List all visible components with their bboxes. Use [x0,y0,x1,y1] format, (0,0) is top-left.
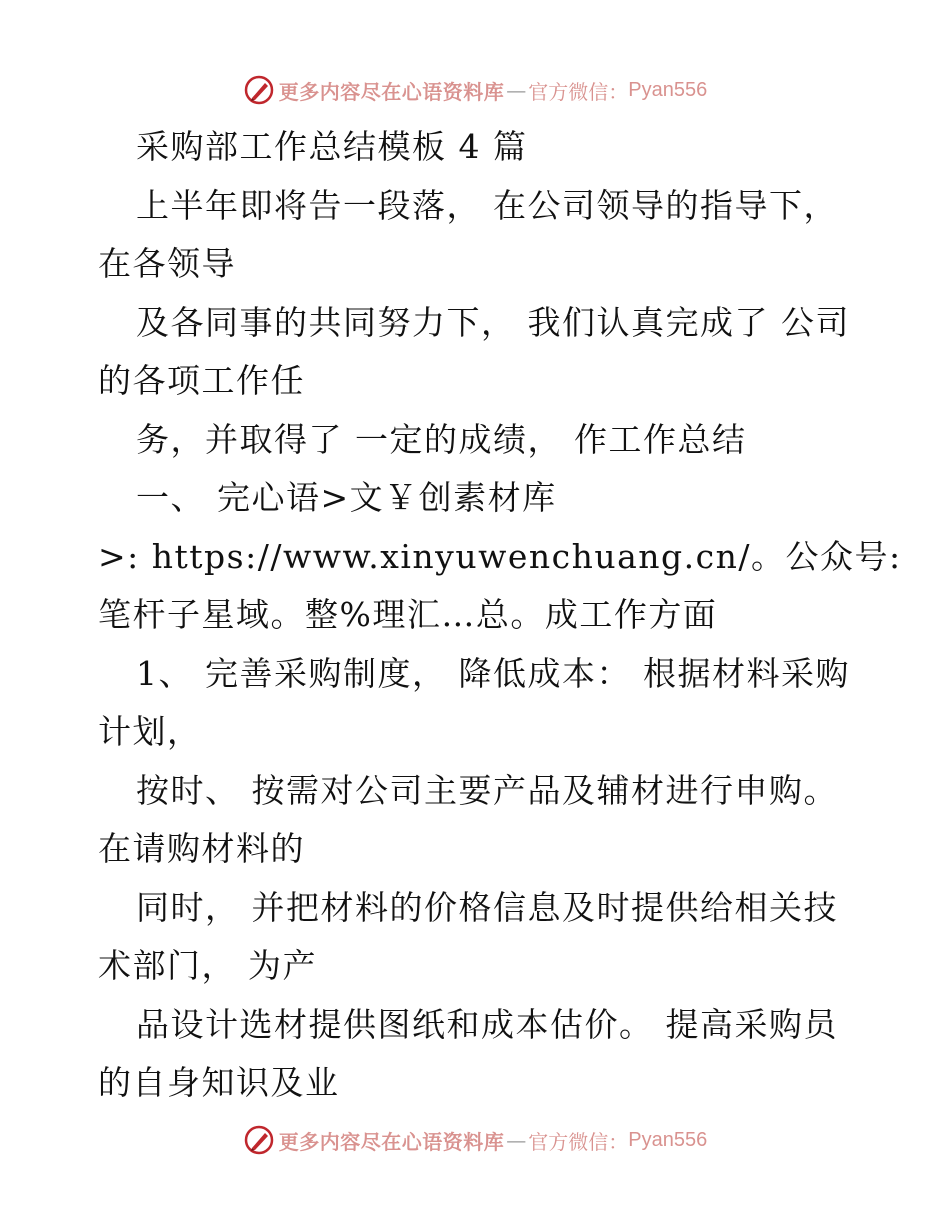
text-line: 及各同事的共同努力下， 我们认真完成了 公司 [136,302,850,342]
text-line: 同时， 并把材料的价格信息及时提供给相关技 [136,887,838,927]
banner-wechat-label: 官方微信： [528,79,629,104]
banner-separator: — [506,1128,527,1152]
text-line: 务，并取得了 一定的成绩， 作工作总结 [136,419,747,459]
text-line: >: https://www.xinyuwenchuang.cn/。公众号: [98,536,902,576]
banner-separator: — [506,78,527,102]
banner-site-text: 更多内容尽在心语资料库 [278,1129,505,1154]
pen-logo-icon [243,1124,275,1156]
text-line: 计划， [98,712,202,751]
banner-wechat-id: Pyan556 [628,78,708,101]
document-body [98,118,902,1113]
text-line: 的各项工作任 [98,361,305,400]
text-line: 在请购材料的 [98,829,305,868]
footer-banner [0,1120,950,1160]
banner-wechat-label: 官方微信： [528,1129,629,1154]
header-banner [0,70,950,110]
text-line: 的自身知识及业 [98,1063,340,1102]
text-line: 上半年即将告一段落， 在公司领导的指导下， [136,185,838,225]
text-line: 按时、 按需对公司主要产品及辅材进行申购。 [136,770,838,810]
text-line: 在各领导 [98,244,236,283]
text-line: 品设计选材提供图纸和成本估价。 提高采购员 [136,1004,838,1044]
banner-site-text: 更多内容尽在心语资料库 [278,79,505,104]
section-heading: 一、 完心语>文￥创素材库 [136,478,557,517]
pen-logo-icon [243,74,275,106]
text-line: 术部门， 为产 [98,946,317,985]
text-line: 1、 完善采购制度， 降低成本： 根据材料采购 [136,653,850,693]
text-line: 笔杆子星域。整%理汇…总。成工作方面 [98,595,718,634]
document-title: 采购部工作总结模板 4 篇 [136,127,528,166]
banner-wechat-id: Pyan556 [628,1128,708,1151]
